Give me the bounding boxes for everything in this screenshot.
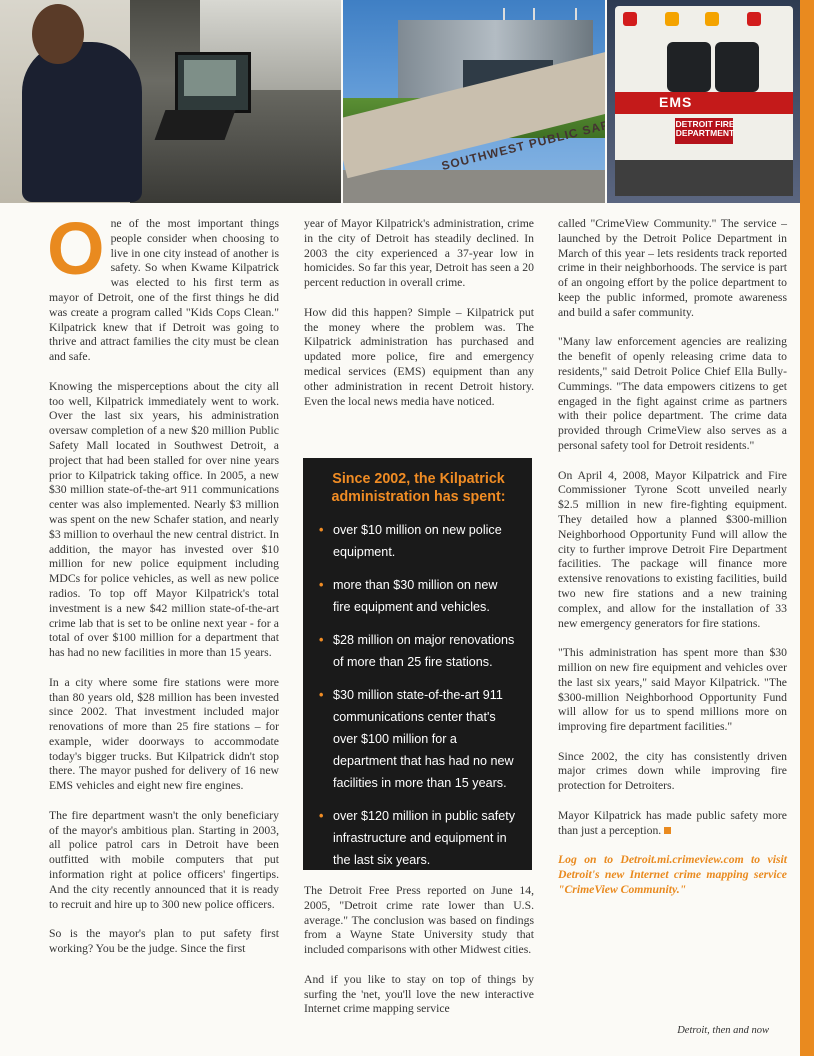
- paragraph: "Many law enforcement agencies are realizing the benefit of openly releasing crime data to residents," said Detroit Police Chief Ella Bully-Cummings. "The data empowers citizens to get engaged in the fight against crime as partners with their police department. The crime data provided through CrimeView also serves as a personal safety tool for Detroit residents.": [558, 335, 787, 452]
- sidebar-item: • $30 million state-of-the-art 911 communications center that's over $100 million for a department that has had no new facilities in more than 15 years.: [319, 684, 518, 794]
- bullet-icon: •: [319, 578, 324, 592]
- paragraph: year of Mayor Kilpatrick's administration, crime in the city of Detroit has steadily declined. In 2003 the city experienced a 37-year low in homicides. So far this year, Detroit has seen a 20 percent reduction in overall crime.: [304, 217, 534, 290]
- photo-ambulance: [607, 0, 800, 203]
- crimeview-link[interactable]: Log on to Detroit.mi.crimeview.com to visit Detroit's new Internet crime mapping service "CrimeView Community.": [558, 853, 787, 896]
- photo-safety-center: [343, 0, 605, 203]
- paragraph: How did this happen? Simple – Kilpatrick put the money where the problem was. The Kilpatrick administration has purchased and updated more police, fire and emergency medical services (EMS) equipment than any other administration in recent Detroit history. Even the local news media have noticed.: [304, 305, 534, 408]
- article-column-2-bottom: [304, 884, 534, 1032]
- page-edge-stripe: [800, 0, 814, 1056]
- paragraph: The fire department wasn't the only beneficiary of the mayor's ambitious plan. Starting in 2003, all police patrol cars in Detroit have been outfitted with mobile computers that put information right at police officers' fingertips. And the city recently announced that it is ready to recruit and hire up to 300 new police officers.: [49, 808, 279, 911]
- intro-paragraph: One of the most important things people consider when choosing to live in one city instead of another is safety. So when Kwame Kilpatrick was elected to his first term as mayor of Detroit, one of the first things he did was create a program called "Kids Cops Clean." Kilpatrick knew that if Detroit was going to thrive and attract families the city must be clean and safe.: [47, 207, 279, 364]
- page-footer: Detroit, then and now: [677, 1025, 769, 1036]
- sidebar-list: [319, 519, 518, 871]
- bullet-icon: •: [319, 809, 324, 823]
- article-column-2: [304, 217, 534, 424]
- paragraph: Knowing the misperceptions about the city all too well, Kilpatrick immediately went to work. Over the last six years, his administration oversaw completion of a new $20 million Public Safety Mall located in Southwest Detroit, a project that had been stalled for over nine years prior to Kilpatrick taking office. In 2005, a new $30 million state-of-the-art 911 communications center was also implemented. Nearly $3 million was spent on the new Schafer station, and nearly $3 million to overhaul the new central district. In addition, the mayor has invested over $10 million for new police equipment including MDCs for police vehicles, as well as new police radios. To top off Mayor Kilpatrick's total investment is a new $42 million state-of-the-art crime lab that is set to be online next year - for a total of over $100 million for a department that has had no new facilities in more than 15 years.: [49, 379, 279, 660]
- ambulance-dept-label: DETROIT FIRE DEPARTMENT: [675, 119, 735, 138]
- paragraph: And if you like to stay on top of things by surfing the 'net, you'll love the new interactive Internet crime mapping service: [304, 972, 534, 1016]
- paragraph: The Detroit Free Press reported on June 14, 2005, "Detroit crime rate lower than U.S. average." The conclusion was based on findings from a Wayne State University study that included comparisons with other Midwest cities.: [304, 884, 534, 957]
- bullet-icon: •: [319, 688, 324, 702]
- sidebar-title: Since 2002, the Kilpatrick administration has spent:: [331, 471, 506, 505]
- article-column-1: [47, 207, 279, 972]
- ambulance-ems-label: EMS: [659, 94, 693, 110]
- article-column-3: [558, 217, 787, 912]
- closing-paragraph: Mayor Kilpatrick has made public safety more than just a perception.: [558, 808, 787, 837]
- sidebar-item: • over $10 million on new police equipment.: [319, 519, 518, 563]
- drop-cap: O: [47, 207, 105, 290]
- paragraph: Since 2002, the city has consistently driven major crimes down while improving fire protection for Detroiters.: [558, 749, 787, 793]
- end-mark-icon: [664, 827, 671, 834]
- paragraph: "This administration has spent more than $30 million on new fire equipment and vehicles over the last six years," said Mayor Kilpatrick. "The $300-million Neighborhood Opportunity Fund will allow for us to spend millions more on improving fire department facilities.": [558, 646, 787, 734]
- spending-sidebar: [303, 458, 532, 870]
- bullet-icon: •: [319, 523, 324, 537]
- sidebar-item: • $28 million on major renovations of more than 25 fire stations.: [319, 629, 518, 673]
- bullet-icon: •: [319, 633, 324, 647]
- paragraph: So is the mayor's plan to put safety first working? You be the judge. Since the first: [49, 927, 279, 956]
- sidebar-item: • over $120 million in public safety infrastructure and equipment in the last six years.: [319, 805, 518, 871]
- sidebar-item: • more than $30 million on new fire equipment and vehicles.: [319, 574, 518, 618]
- photo-officer-laptop: [0, 0, 341, 203]
- paragraph: On April 4, 2008, Mayor Kilpatrick and Fire Commissioner Tyrone Scott unveiled nearly $2.5 million in new fire-fighting equipment. They detailed how a planned $300-million Neighborhood Opportunity Fund will allow the city to further improve Detroit Fire Department facilities. The package will finance more extensive renovations to existing facilities, build two new fire stations and a new training complex, and allow for the installation of 33 new emergency generators for fire stations.: [558, 468, 787, 630]
- paragraph: called "CrimeView Community." The service – launched by the Detroit Police Department in March of this year – lets residents track reported crime in their neighborhoods. The service is part of an ongoing effort by the police department to keep the public informed, promote awareness and build a safer community.: [558, 217, 787, 319]
- paragraph: In a city where some fire stations were more than 80 years old, $28 million has been invested since 2002. That investment included major renovations of more than 25 fire stations – for example, wider doorways to accommodate today's bigger trucks. But Kilpatrick didn't stop there. The mayor pushed for delivery of 16 new EMS vehicles and eight new fire engines.: [49, 675, 279, 793]
